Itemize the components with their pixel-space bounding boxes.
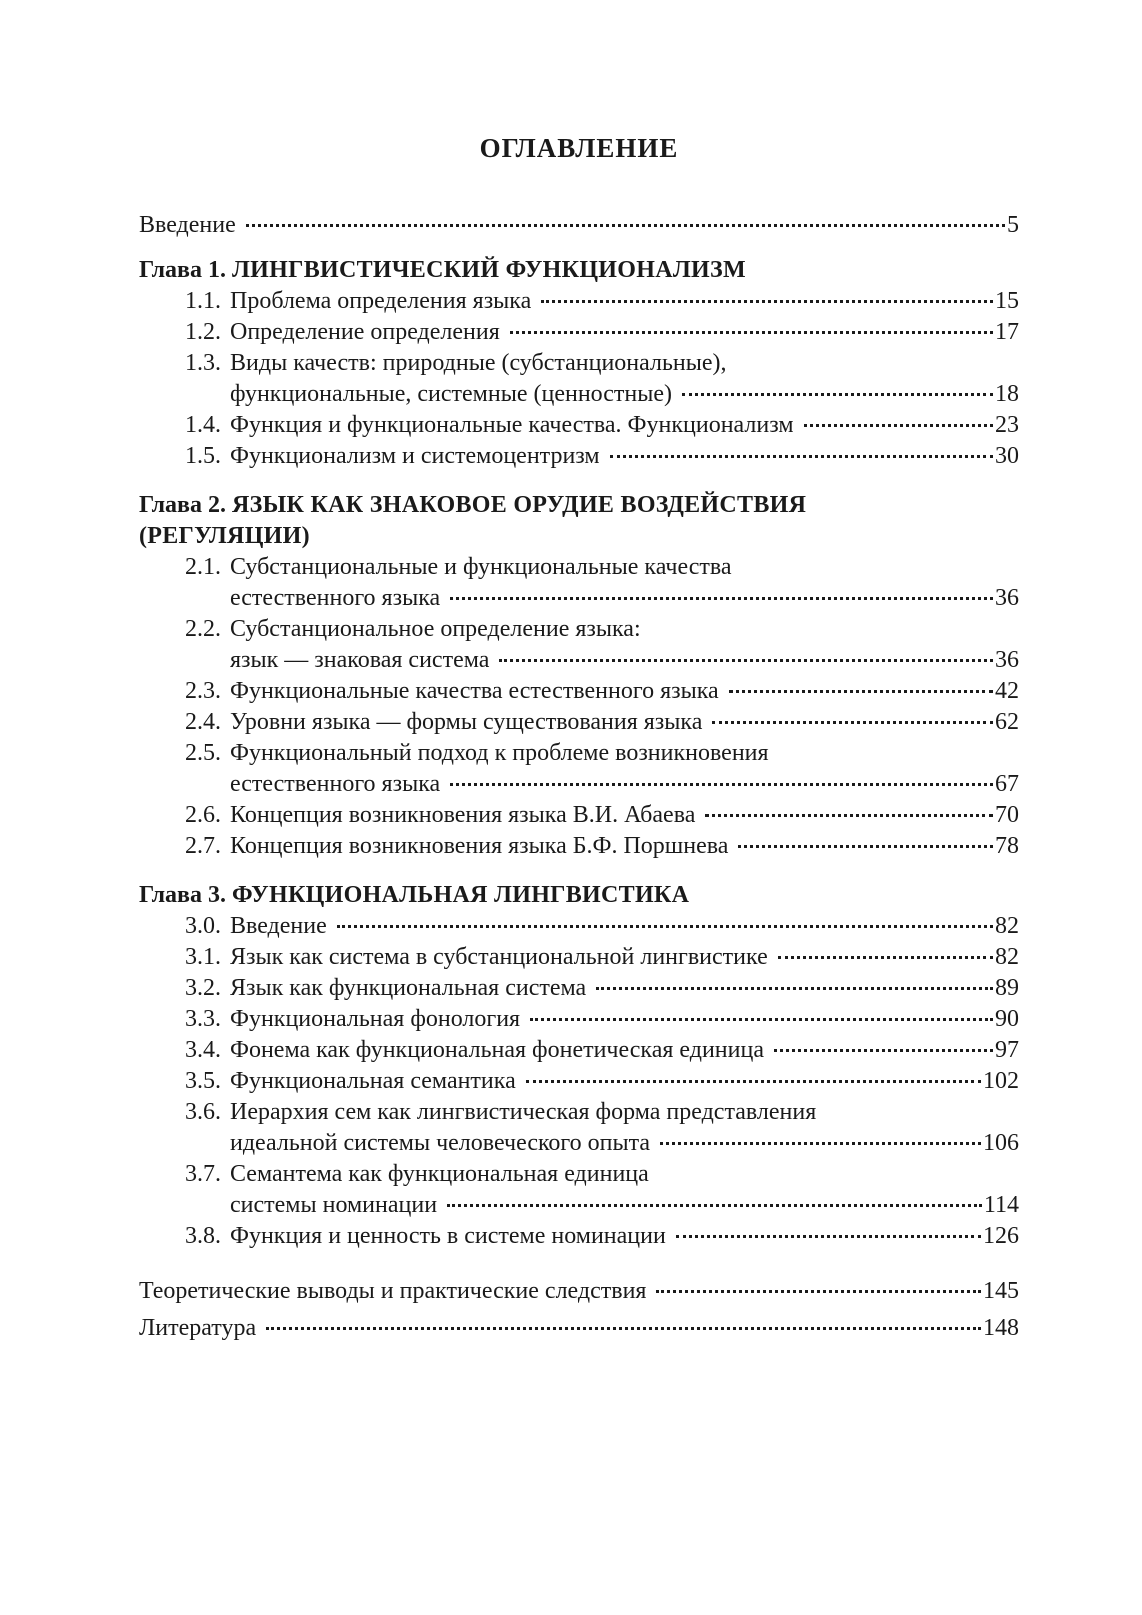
dot-leader: [499, 659, 993, 662]
section-title-line1: Субстанциональные и функциональные качества: [230, 554, 732, 580]
section-title-line1: Иерархия сем как лингвистическая форма представления: [230, 1099, 817, 1125]
entry-page: 42: [995, 678, 1019, 704]
section-title: Язык как система в субстанциональной лингвистике: [230, 944, 768, 970]
section-number: 3.0.: [185, 913, 221, 939]
section-title: Функциональная фонология: [230, 1006, 521, 1032]
section-label: [185, 831, 728, 862]
chapter-heading[interactable]: [139, 880, 1019, 911]
section-number: 2.3.: [185, 678, 221, 704]
section-title: язык — знаковая система: [230, 647, 490, 673]
section-label: [185, 800, 695, 831]
section-title: идеальной системы человеческого опыта: [230, 1130, 651, 1156]
section-label: [185, 942, 768, 973]
section-title: Функциональные качества естественного языка: [230, 678, 719, 704]
dot-leader: [337, 925, 993, 928]
section-title: Функция и ценность в системе номинации: [230, 1223, 666, 1249]
dot-leader: [526, 1080, 981, 1083]
section-number: 1.3.: [185, 350, 221, 376]
section-number: 1.1.: [185, 288, 221, 314]
section-title: Уровни языка — формы существования языка: [230, 709, 703, 735]
toc-entry-section[interactable]: [139, 800, 1019, 831]
section-number: 2.5.: [185, 740, 221, 766]
section-title: Введение: [230, 913, 327, 939]
entry-page: 126: [983, 1223, 1019, 1249]
entry-page: 89: [995, 975, 1019, 1001]
section-label: [185, 317, 500, 348]
section-label: [185, 707, 702, 738]
dot-leader: [676, 1235, 981, 1238]
section-label: [185, 1066, 516, 1097]
dot-leader: [447, 1204, 982, 1207]
dot-leader: [596, 987, 993, 990]
entry-page: 15: [995, 288, 1019, 314]
section-number: 3.1.: [185, 944, 221, 970]
section-number: 2.6.: [185, 802, 221, 828]
dot-leader: [738, 845, 993, 848]
section-number: 3.8.: [185, 1223, 221, 1249]
entry-page: 36: [995, 647, 1019, 673]
toc-entry-section[interactable]: [139, 1097, 1019, 1159]
chapter-3: [139, 880, 1019, 1252]
section-title-line1: Субстанциональное определение языка:: [230, 616, 641, 642]
section-title-line1: Функциональный подход к проблеме возникновения: [230, 740, 769, 766]
section-number: 3.6.: [185, 1099, 221, 1125]
section-label: [185, 441, 600, 472]
section-label: [185, 911, 327, 942]
entry-page: 82: [995, 913, 1019, 939]
section-title-line1: Семантема как функциональная единица: [230, 1161, 649, 1187]
section-title: системы номинации: [230, 1192, 438, 1218]
toc-entry-section[interactable]: [139, 410, 1019, 441]
section-label: [185, 410, 794, 441]
entry-page: 30: [995, 443, 1019, 469]
toc-entry-section[interactable]: [139, 1221, 1019, 1252]
entry-page: 82: [995, 944, 1019, 970]
dot-leader: [660, 1142, 981, 1145]
section-title: Концепция возникновения языка В.И. Абаева: [230, 802, 696, 828]
section-label: [185, 1004, 520, 1035]
toc-entry-intro[interactable]: [139, 210, 1019, 241]
dot-leader: [450, 783, 993, 786]
entry-page: 17: [995, 319, 1019, 345]
toc-entry-section[interactable]: [139, 317, 1019, 348]
section-label: [185, 676, 719, 707]
section-number: 3.3.: [185, 1006, 221, 1032]
dot-leader: [774, 1049, 993, 1052]
chapter-heading[interactable]: [139, 490, 1019, 552]
toc-entry-section[interactable]: [139, 286, 1019, 317]
entry-page: 18: [995, 381, 1019, 407]
section-label: [185, 286, 531, 317]
toc-entry-section[interactable]: [139, 1159, 1019, 1221]
dot-leader: [510, 331, 993, 334]
section-title: Функция и функциональные качества. Функционализм: [230, 412, 794, 438]
section-label: [185, 973, 586, 1004]
chapter-label: Глава 3.: [139, 882, 226, 908]
toc-entry-section[interactable]: [139, 831, 1019, 862]
section-number: 2.1.: [185, 554, 221, 580]
dot-leader: [656, 1290, 981, 1293]
entry-page: 106: [983, 1130, 1019, 1156]
toc-entry-section[interactable]: [139, 614, 1019, 676]
entry-label: Введение: [139, 212, 236, 238]
entry-label: Теоретические выводы и практические следствия: [139, 1278, 647, 1304]
entry-page: 97: [995, 1037, 1019, 1063]
section-label: [185, 1035, 764, 1066]
page-title: ОГЛАВЛЕНИЕ: [479, 133, 679, 163]
toc-entry-section[interactable]: [139, 942, 1019, 973]
toc-entry-section[interactable]: [139, 1004, 1019, 1035]
dot-leader: [705, 814, 993, 817]
section-title: Концепция возникновения языка Б.Ф. Поршнева: [230, 833, 729, 859]
section-label: [185, 1221, 666, 1252]
toc-entry-section[interactable]: [139, 707, 1019, 738]
dot-leader: [682, 393, 993, 396]
section-title: естественного языка: [230, 771, 441, 797]
toc-entry-section[interactable]: [139, 1066, 1019, 1097]
section-number: 3.7.: [185, 1161, 221, 1187]
section-title: Определение определения: [230, 319, 500, 345]
chapter-title: ЯЗЫК КАК ЗНАКОВОЕ ОРУДИЕ ВОЗДЕЙСТВИЯ: [232, 492, 807, 518]
chapter-title-continued: (РЕГУЛЯЦИИ): [139, 523, 310, 549]
chapter-2: [139, 490, 1019, 862]
dot-leader: [450, 597, 993, 600]
chapter-title: ФУНКЦИОНАЛЬНАЯ ЛИНГВИСТИКА: [232, 882, 690, 908]
entry-page: 5: [1007, 212, 1019, 238]
dot-leader: [778, 956, 993, 959]
toc-entry-literature[interactable]: [139, 1313, 1019, 1344]
entry-page: 67: [995, 771, 1019, 797]
toc-entry-section[interactable]: [139, 1035, 1019, 1066]
section-number: 1.2.: [185, 319, 221, 345]
dot-leader: [610, 455, 993, 458]
section-number: 3.4.: [185, 1037, 221, 1063]
section-title: Проблема определения языка: [230, 288, 532, 314]
dot-leader: [266, 1327, 981, 1330]
toc-entry-section[interactable]: [139, 676, 1019, 707]
toc-entry-section[interactable]: [139, 552, 1019, 614]
section-title: естественного языка: [230, 585, 441, 611]
chapter-heading[interactable]: [139, 255, 1019, 286]
entry-label: Литература: [139, 1315, 257, 1341]
entry-page: 114: [983, 1192, 1019, 1218]
dot-leader: [729, 690, 993, 693]
toc-entry-section[interactable]: [139, 441, 1019, 472]
section-number: 3.2.: [185, 975, 221, 1001]
entry-page: 102: [983, 1068, 1019, 1094]
entry-page: 62: [995, 709, 1019, 735]
toc-entry-section[interactable]: [139, 738, 1019, 800]
entry-page: 145: [983, 1278, 1019, 1304]
chapter-title: ЛИНГВИСТИЧЕСКИЙ ФУНКЦИОНАЛИЗМ: [232, 257, 746, 283]
toc-entry-conclusions[interactable]: [139, 1276, 1019, 1307]
section-title: Функционализм и системоцентризм: [230, 443, 600, 469]
chapters-container: [139, 255, 1019, 1252]
chapter-label: Глава 2.: [139, 492, 226, 518]
dot-leader: [246, 224, 1005, 227]
entry-page: 148: [983, 1315, 1019, 1341]
section-title: Функциональная семантика: [230, 1068, 516, 1094]
toc-entry-section[interactable]: [139, 973, 1019, 1004]
entry-page: 23: [995, 412, 1019, 438]
dot-leader: [530, 1018, 993, 1021]
section-number: 2.4.: [185, 709, 221, 735]
section-title: Фонема как функциональная фонетическая единица: [230, 1037, 764, 1063]
entry-page: 78: [995, 833, 1019, 859]
table-of-contents: [139, 128, 1019, 1344]
dot-leader: [804, 424, 993, 427]
entry-page: 70: [995, 802, 1019, 828]
section-title: функциональные, системные (ценностные): [230, 381, 673, 407]
section-number: 1.5.: [185, 443, 221, 469]
section-title-line1: Виды качеств: природные (субстанциональные),: [230, 350, 727, 376]
section-number: 2.7.: [185, 833, 221, 859]
entry-page: 36: [995, 585, 1019, 611]
section-number: 3.5.: [185, 1068, 221, 1094]
section-number: 1.4.: [185, 412, 221, 438]
section-title: Язык как функциональная система: [230, 975, 587, 1001]
chapter-1: [139, 255, 1019, 472]
toc-entry-section[interactable]: [139, 911, 1019, 942]
section-number: 2.2.: [185, 616, 221, 642]
dot-leader: [541, 300, 993, 303]
chapter-label: Глава 1.: [139, 257, 226, 283]
toc-entry-section[interactable]: [139, 348, 1019, 410]
dot-leader: [712, 721, 993, 724]
entry-page: 90: [995, 1006, 1019, 1032]
